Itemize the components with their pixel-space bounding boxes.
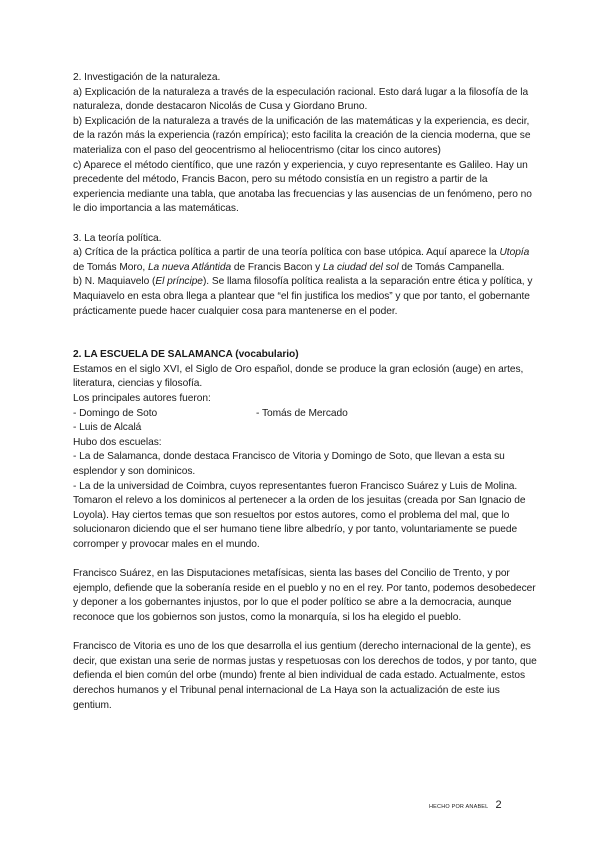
author-domingo-de-soto: - Domingo de Soto [73, 407, 158, 419]
spacer [73, 319, 538, 348]
paragraph-naturaleza-c: c) Aparece el método científico, que une razón y experiencia, y cuyo representante es Galileo. Hay un precedente del método, Francis Bacon, pero su método consistía en un registro a partir de la experiencia mediante una tabla, que anotaba las frecuencias y las ausencias de un fenómeno, pero no le dio importancia a las matemáticas. [73, 159, 532, 215]
paragraph-salamanca-intro: Estamos en el siglo XVI, el Siglo de Oro español, donde se produce la gran eclosión (auge) en artes, literatura, ciencias y filosofía. [73, 363, 524, 390]
document-body [73, 71, 538, 713]
title-nueva-atlantida: La nueva Atlántida [147, 261, 232, 273]
school-salamanca: - La de Salamanca, donde destaca Francisco de Vitoria y Domingo de Soto, que llevan a esta su esplendor y son dominicos. [73, 451, 505, 478]
section-heading-politica: 3. La teoría política. [73, 232, 162, 244]
spacer [73, 217, 538, 232]
title-utopia: Utopía [499, 247, 530, 259]
paragraph-naturaleza-b: b) Explicación de la naturaleza a través de la unificación de las matemáticas y la experiencia, es decir, de la razón más la experiencia (razón empírica); esto facilita la creación de la ciencia moderna, que se materializa con el paso del geocentrismo al heliocentrismo (citar los cinco autores) [73, 115, 531, 156]
spacer [73, 553, 538, 568]
page-number: 2 [495, 799, 502, 811]
footer-author-label: HECHO POR ANABEL [429, 804, 489, 810]
page-footer [429, 799, 502, 811]
authors-label: Los principales autores fueron: [73, 393, 211, 405]
paragraph-naturaleza-a: a) Explicación de la naturaleza a través de la especulación racional. Esto dará lugar a la filosofía de la naturaleza, donde destacaron Nicolás de Cusa y Giordano Bruno. [73, 86, 529, 113]
spacer [73, 626, 538, 641]
section-title-salamanca: 2. LA ESCUELA DE SALAMANCA (vocabulario) [73, 349, 299, 361]
section-heading-naturaleza: 2. Investigación de la naturaleza. [73, 72, 221, 83]
author-tomas-de-mercado: - Tomás de Mercado [256, 407, 348, 419]
title-ciudad-del-sol: La ciudad del sol [322, 261, 399, 273]
paragraph-politica-b: b) N. Maquiavelo (El príncipe). Se llama filosofía política realista a la separación entre ética y política, y Maquiavelo en esta obra llega a plantear que “el fin justifica los medios” y que por tanto, el gobernante prácticamente puede hacer cualquier cosa para mantenerse en el poder. [73, 276, 533, 317]
author-luis-de-alcala: - Luis de Alcalá [73, 422, 142, 434]
paragraph-suarez: Francisco Suárez, en las Disputaciones metafísicas, sienta las bases del Concilio de Trento, y por ejemplo, defiende que la soberanía reside en el pueblo y no en el rey. Por tanto, podemos desobedecer y deponer a los gobernantes injustos, por lo que el poder político se abre a la democracia, aunque reconoce que los gobiernos son justos, como la monarquía, si los ha elegido el pueblo. [73, 568, 536, 623]
schools-label: Hubo dos escuelas: [73, 436, 162, 448]
title-el-principe: El príncipe [155, 276, 203, 288]
paragraph-vitoria: Francisco de Vitoria es uno de los que desarrolla el ius gentium (derecho internacional de la gente), es decir, que existan una serie de normas justas y respetuosas con los derechos de todos, y por tanto, que defienda el bien común del orbe (mundo) frente al bien individual de cada estado. Actualmente, estos derechos humanos y el Tribunal penal internacional de La Haya son la actualización de este ius gentium. [73, 641, 537, 711]
authors-row [73, 407, 538, 422]
paragraph-politica-a: a) Crítica de la práctica política a partir de una teoría política con base utópica. Aquí aparece la Utopía de Tomás Moro, La nueva Atlántida de Francis Bacon y La ciudad del sol de Tomás Campanella. [73, 247, 530, 273]
school-coimbra: - La de la universidad de Coimbra, cuyos representantes fueron Francisco Suárez y Luis de Molina. Tomaron el relevo a los dominicos al pertenecer a la orden de los jesuitas (creada por San Ignacio de Loyola). Hay ciertos temas que son resueltos por estos autores, como el problema del mal, que lo solucionaron diciendo que el ser humano tiene libre albedrío, y por tanto, voluntariamente se puede corromper y provocar males en el mundo. [73, 480, 526, 550]
